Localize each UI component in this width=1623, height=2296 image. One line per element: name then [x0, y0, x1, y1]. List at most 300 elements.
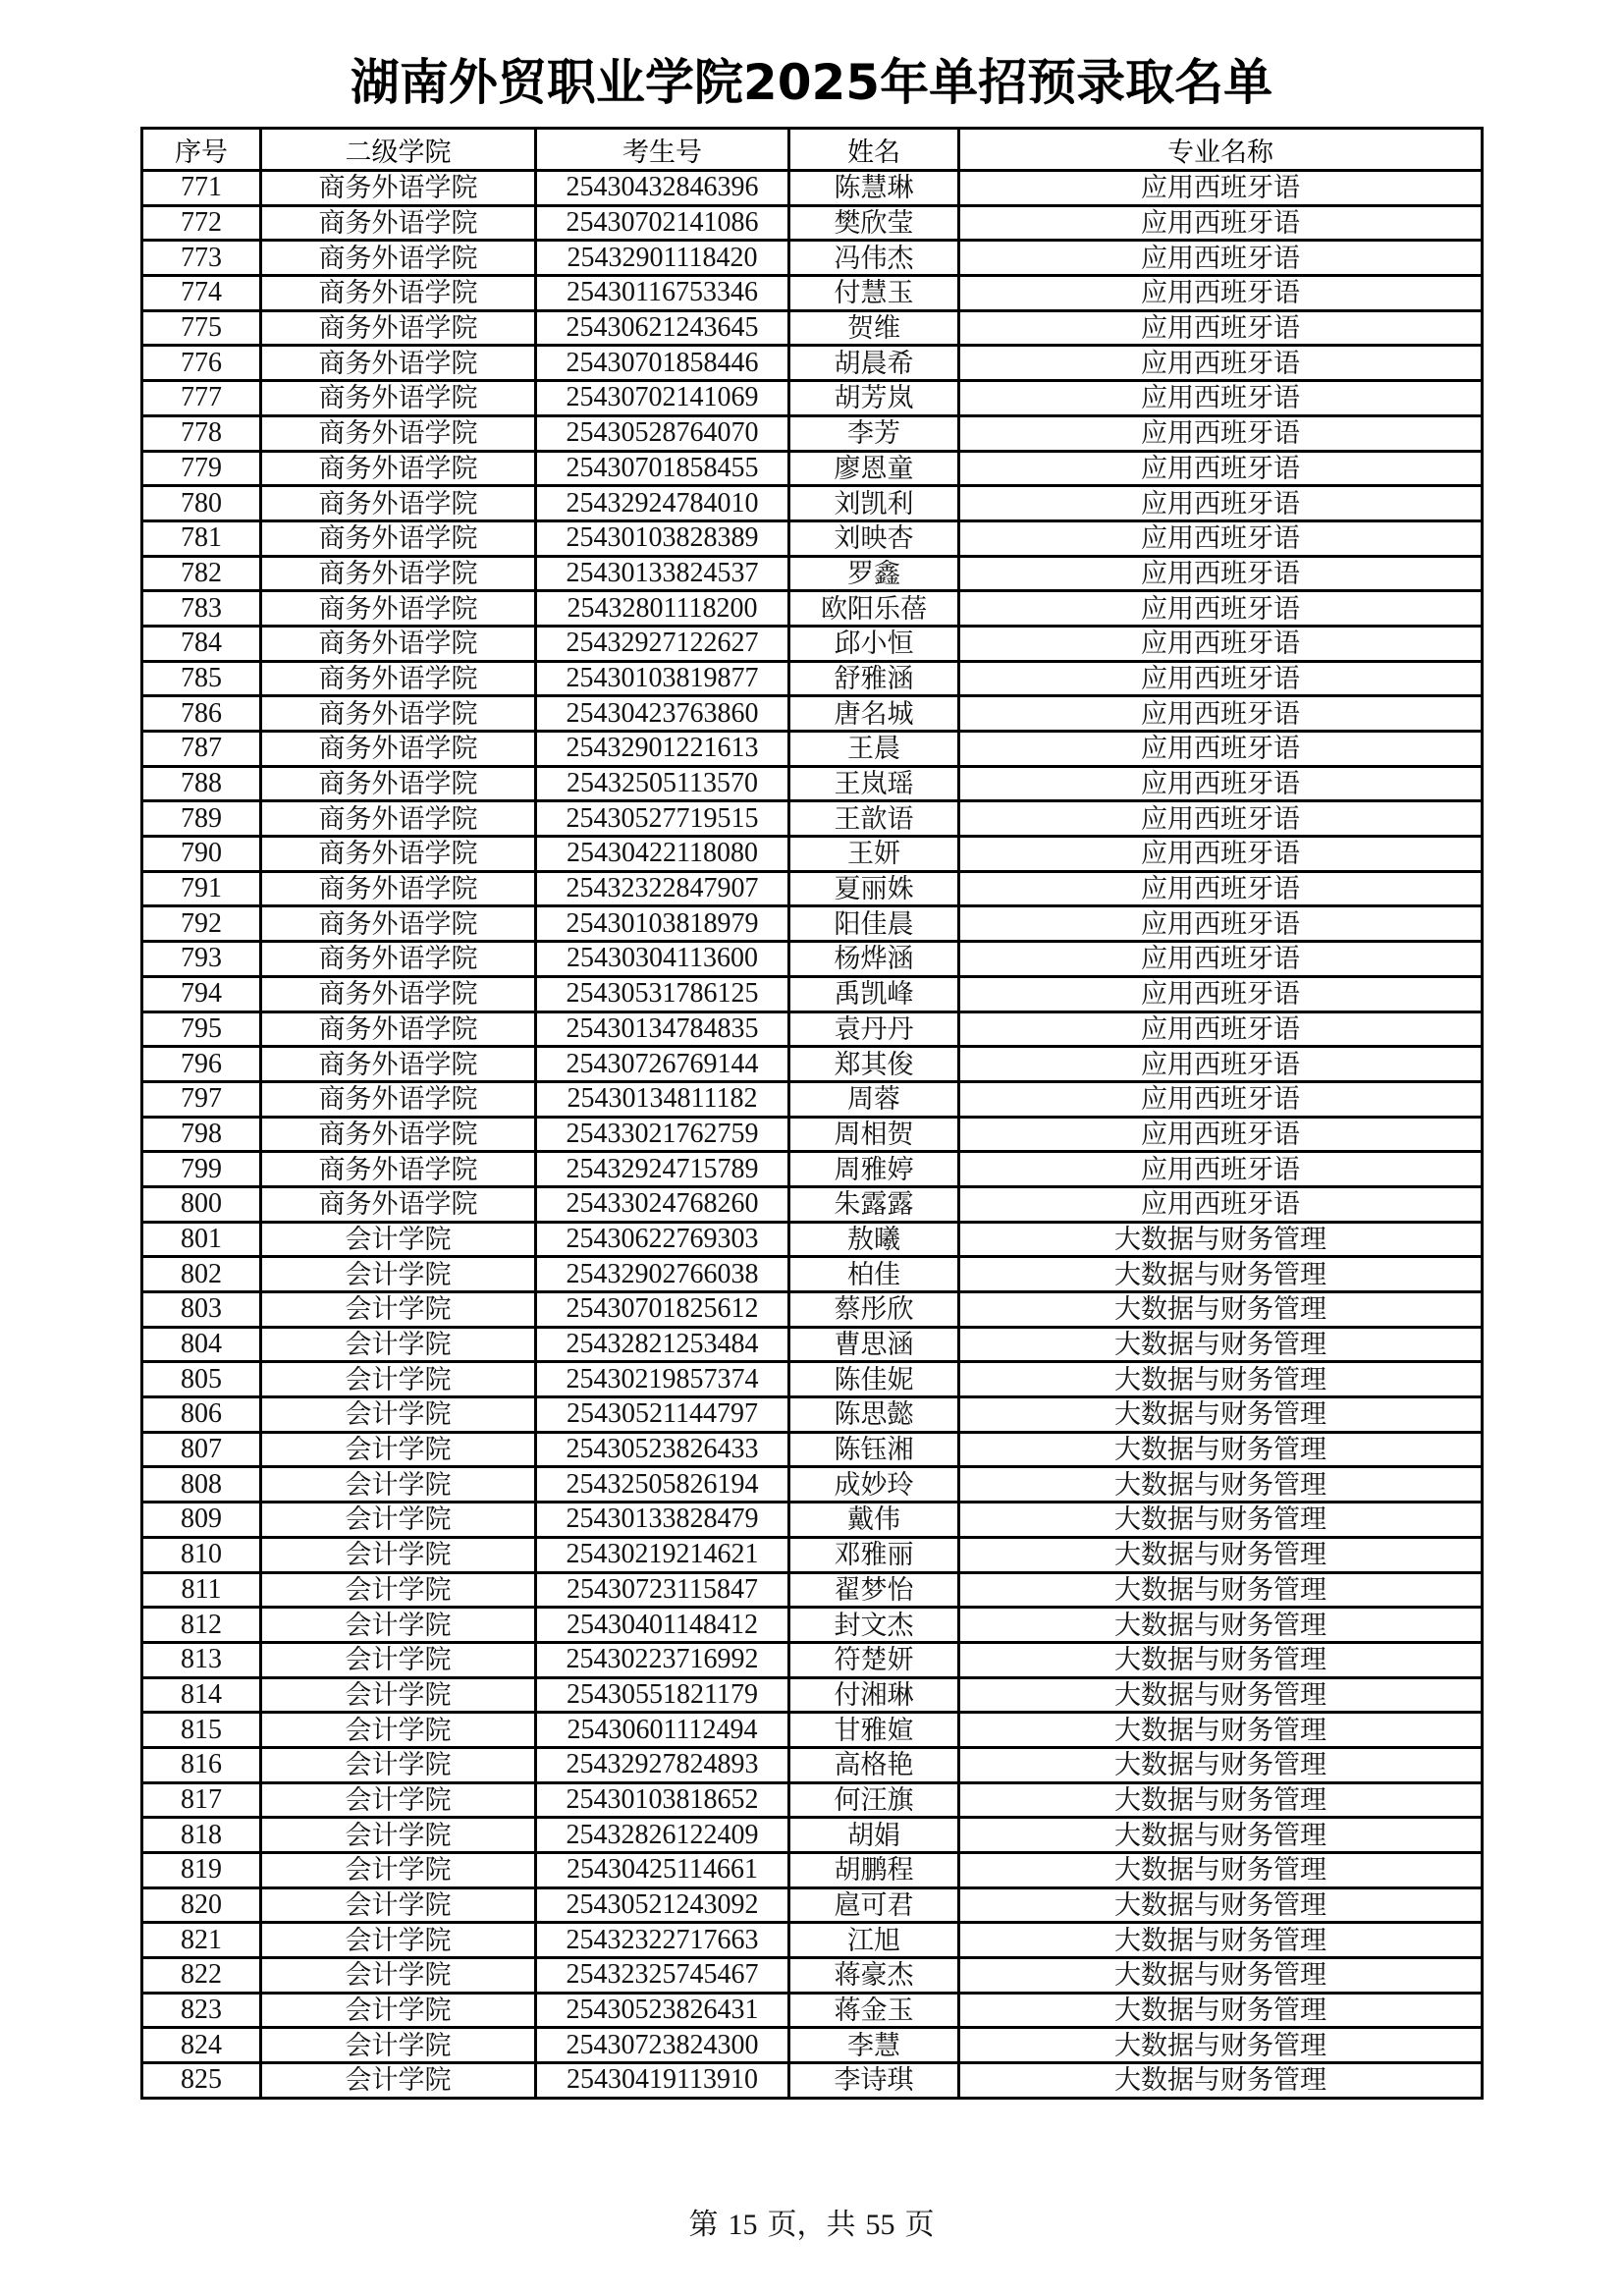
cell-major: 应用西班牙语: [959, 310, 1483, 346]
table-row: [142, 837, 1483, 872]
admission-table: [140, 127, 1484, 2100]
cell-exam-id: 25432924715789: [536, 1152, 789, 1187]
cell-college: 会计学院: [261, 1818, 536, 1853]
cell-major: 应用西班牙语: [959, 732, 1483, 767]
cell-college: 商务外语学院: [261, 205, 536, 241]
cell-major: 应用西班牙语: [959, 346, 1483, 381]
cell-serial: 825: [142, 2063, 261, 2099]
cell-serial: 819: [142, 1853, 261, 1888]
cell-major: 大数据与财务管理: [959, 1923, 1483, 1958]
cell-name: 贺维: [789, 310, 959, 346]
cell-exam-id: 25430521243092: [536, 1887, 789, 1923]
cell-name: 刘凯利: [789, 486, 959, 521]
cell-serial: 785: [142, 661, 261, 696]
cell-serial: 801: [142, 1222, 261, 1257]
cell-exam-id: 25430531786125: [536, 976, 789, 1011]
table-row: [142, 2063, 1483, 2099]
cell-major: 应用西班牙语: [959, 591, 1483, 627]
cell-college: 商务外语学院: [261, 1152, 536, 1187]
cell-college: 会计学院: [261, 1608, 536, 1643]
cell-serial: 803: [142, 1292, 261, 1328]
cell-college: 会计学院: [261, 1362, 536, 1397]
cell-serial: 796: [142, 1047, 261, 1082]
cell-major: 应用西班牙语: [959, 415, 1483, 451]
cell-name: 胡鹏程: [789, 1853, 959, 1888]
cell-major: 大数据与财务管理: [959, 2063, 1483, 2099]
cell-major: 大数据与财务管理: [959, 1993, 1483, 2028]
table-row: [142, 1257, 1483, 1292]
cell-major: 应用西班牙语: [959, 661, 1483, 696]
cell-college: 商务外语学院: [261, 766, 536, 801]
cell-name: 周雅婷: [789, 1152, 959, 1187]
cell-exam-id: 25430425114661: [536, 1853, 789, 1888]
cell-college: 会计学院: [261, 1782, 536, 1818]
cell-major: 应用西班牙语: [959, 906, 1483, 942]
cell-college: 商务外语学院: [261, 171, 536, 206]
cell-major: 大数据与财务管理: [959, 1818, 1483, 1853]
cell-major: 大数据与财务管理: [959, 1642, 1483, 1677]
cell-college: 商务外语学院: [261, 942, 536, 977]
cell-exam-id: 25432505826194: [536, 1467, 789, 1503]
cell-college: 会计学院: [261, 1713, 536, 1748]
cell-serial: 799: [142, 1152, 261, 1187]
cell-exam-id: 25430103828389: [536, 520, 789, 556]
cell-major: 应用西班牙语: [959, 520, 1483, 556]
cell-college: 会计学院: [261, 1257, 536, 1292]
cell-exam-id: 25430726769144: [536, 1047, 789, 1082]
cell-exam-id: 25432927824893: [536, 1747, 789, 1782]
cell-serial: 818: [142, 1818, 261, 1853]
cell-exam-id: 25430432846396: [536, 171, 789, 206]
cell-college: 会计学院: [261, 2063, 536, 2099]
header-exam-id: 考生号: [536, 129, 789, 171]
cell-major: 应用西班牙语: [959, 1186, 1483, 1222]
cell-exam-id: 25430521144797: [536, 1397, 789, 1433]
table-row: [142, 1467, 1483, 1503]
cell-exam-id: 25432924784010: [536, 486, 789, 521]
cell-exam-id: 25430523826433: [536, 1432, 789, 1467]
cell-serial: 795: [142, 1011, 261, 1047]
cell-college: 商务外语学院: [261, 1117, 536, 1152]
table-row: [142, 1958, 1483, 1994]
cell-serial: 780: [142, 486, 261, 521]
cell-major: 大数据与财务管理: [959, 1853, 1483, 1888]
cell-name: 封文杰: [789, 1608, 959, 1643]
cell-college: 会计学院: [261, 1467, 536, 1503]
cell-serial: 812: [142, 1608, 261, 1643]
table-row: [142, 1853, 1483, 1888]
cell-college: 会计学院: [261, 1923, 536, 1958]
cell-exam-id: 25430702141086: [536, 205, 789, 241]
cell-serial: 798: [142, 1117, 261, 1152]
cell-serial: 794: [142, 976, 261, 1011]
cell-serial: 784: [142, 626, 261, 661]
cell-name: 李诗琪: [789, 2063, 959, 2099]
cell-college: 商务外语学院: [261, 241, 536, 276]
table-row: [142, 1011, 1483, 1047]
cell-major: 大数据与财务管理: [959, 1257, 1483, 1292]
table-row: [142, 1887, 1483, 1923]
cell-name: 高格艳: [789, 1747, 959, 1782]
cell-college: 会计学院: [261, 1958, 536, 1994]
cell-major: 应用西班牙语: [959, 451, 1483, 486]
cell-exam-id: 25430103818652: [536, 1782, 789, 1818]
cell-serial: 781: [142, 520, 261, 556]
cell-major: 大数据与财务管理: [959, 1677, 1483, 1713]
cell-name: 郑其俊: [789, 1047, 959, 1082]
table-row: [142, 205, 1483, 241]
cell-exam-id: 25430701825612: [536, 1292, 789, 1328]
cell-name: 罗鑫: [789, 556, 959, 591]
cell-serial: 811: [142, 1572, 261, 1608]
cell-exam-id: 25430527719515: [536, 801, 789, 837]
cell-exam-id: 25430621243645: [536, 310, 789, 346]
cell-name: 江旭: [789, 1923, 959, 1958]
table-row: [142, 381, 1483, 416]
cell-major: 大数据与财务管理: [959, 1467, 1483, 1503]
table-row: [142, 276, 1483, 311]
cell-major: 应用西班牙语: [959, 556, 1483, 591]
table-row: [142, 661, 1483, 696]
cell-name: 戴伟: [789, 1503, 959, 1538]
cell-name: 付湘琳: [789, 1677, 959, 1713]
table-row: [142, 766, 1483, 801]
cell-name: 唐名城: [789, 696, 959, 732]
cell-serial: 776: [142, 346, 261, 381]
cell-major: 应用西班牙语: [959, 1011, 1483, 1047]
cell-name: 蔡彤欣: [789, 1292, 959, 1328]
table-row: [142, 556, 1483, 591]
table-row: [142, 1397, 1483, 1433]
cell-major: 大数据与财务管理: [959, 1432, 1483, 1467]
header-serial: 序号: [142, 129, 261, 171]
table-row: [142, 1432, 1483, 1467]
cell-name: 邱小恒: [789, 626, 959, 661]
table-row: [142, 520, 1483, 556]
cell-college: 商务外语学院: [261, 415, 536, 451]
cell-major: 应用西班牙语: [959, 1081, 1483, 1117]
cell-name: 王晨: [789, 732, 959, 767]
cell-name: 刘映杏: [789, 520, 959, 556]
cell-name: 甘雅媗: [789, 1713, 959, 1748]
cell-college: 会计学院: [261, 1887, 536, 1923]
cell-college: 会计学院: [261, 1222, 536, 1257]
table-row: [142, 171, 1483, 206]
cell-name: 曹思涵: [789, 1327, 959, 1362]
cell-exam-id: 25432505113570: [536, 766, 789, 801]
cell-major: 应用西班牙语: [959, 486, 1483, 521]
cell-major: 应用西班牙语: [959, 1117, 1483, 1152]
cell-serial: 817: [142, 1782, 261, 1818]
cell-exam-id: 25430223716992: [536, 1642, 789, 1677]
cell-exam-id: 25430103818979: [536, 906, 789, 942]
table-row: [142, 942, 1483, 977]
table-row: [142, 486, 1483, 521]
table-row: [142, 1292, 1483, 1328]
cell-major: 大数据与财务管理: [959, 1713, 1483, 1748]
table-row: [142, 976, 1483, 1011]
cell-exam-id: 25430622769303: [536, 1222, 789, 1257]
cell-name: 樊欣莹: [789, 205, 959, 241]
cell-major: 应用西班牙语: [959, 976, 1483, 1011]
cell-serial: 822: [142, 1958, 261, 1994]
cell-serial: 792: [142, 906, 261, 942]
cell-serial: 816: [142, 1747, 261, 1782]
cell-exam-id: 25430103819877: [536, 661, 789, 696]
cell-name: 廖恩童: [789, 451, 959, 486]
cell-exam-id: 25430116753346: [536, 276, 789, 311]
cell-major: 应用西班牙语: [959, 1047, 1483, 1082]
cell-name: 符楚妍: [789, 1642, 959, 1677]
cell-exam-id: 25430419113910: [536, 2063, 789, 2099]
cell-exam-id: 25432801118200: [536, 591, 789, 627]
cell-name: 舒雅涵: [789, 661, 959, 696]
cell-exam-id: 25432322717663: [536, 1923, 789, 1958]
cell-serial: 771: [142, 171, 261, 206]
cell-major: 应用西班牙语: [959, 171, 1483, 206]
cell-college: 会计学院: [261, 1853, 536, 1888]
cell-major: 大数据与财务管理: [959, 1292, 1483, 1328]
header-row: [142, 129, 1483, 171]
cell-major: 应用西班牙语: [959, 801, 1483, 837]
cell-name: 袁丹丹: [789, 1011, 959, 1047]
table-row: [142, 1608, 1483, 1643]
cell-serial: 786: [142, 696, 261, 732]
cell-serial: 790: [142, 837, 261, 872]
cell-exam-id: 25430723115847: [536, 1572, 789, 1608]
cell-serial: 774: [142, 276, 261, 311]
cell-major: 应用西班牙语: [959, 942, 1483, 977]
cell-serial: 802: [142, 1257, 261, 1292]
cell-exam-id: 25430219857374: [536, 1362, 789, 1397]
cell-serial: 778: [142, 415, 261, 451]
footer-suffix: 页: [904, 2209, 935, 2241]
cell-name: 朱露露: [789, 1186, 959, 1222]
cell-name: 夏丽姝: [789, 871, 959, 906]
cell-college: 会计学院: [261, 1677, 536, 1713]
cell-college: 会计学院: [261, 1642, 536, 1677]
cell-major: 应用西班牙语: [959, 871, 1483, 906]
cell-college: 会计学院: [261, 2028, 536, 2063]
table-header: [142, 129, 1483, 171]
cell-college: 商务外语学院: [261, 276, 536, 311]
table-row: [142, 1117, 1483, 1152]
table-row: [142, 2028, 1483, 2063]
cell-serial: 788: [142, 766, 261, 801]
table-row: [142, 1362, 1483, 1397]
cell-name: 何汪旗: [789, 1782, 959, 1818]
cell-name: 李芳: [789, 415, 959, 451]
cell-college: 商务外语学院: [261, 310, 536, 346]
table-row: [142, 1572, 1483, 1608]
table-row: [142, 1818, 1483, 1853]
cell-name: 胡芳岚: [789, 381, 959, 416]
cell-college: 商务外语学院: [261, 486, 536, 521]
cell-major: 大数据与财务管理: [959, 1608, 1483, 1643]
table-row: [142, 906, 1483, 942]
cell-major: 大数据与财务管理: [959, 1537, 1483, 1572]
cell-college: 会计学院: [261, 1292, 536, 1328]
cell-serial: 804: [142, 1327, 261, 1362]
table-row: [142, 1537, 1483, 1572]
cell-college: 商务外语学院: [261, 732, 536, 767]
cell-serial: 814: [142, 1677, 261, 1713]
footer-prefix: 第: [688, 2209, 719, 2241]
cell-name: 王歆语: [789, 801, 959, 837]
cell-name: 敖曦: [789, 1222, 959, 1257]
cell-serial: 808: [142, 1467, 261, 1503]
cell-college: 会计学院: [261, 1993, 536, 2028]
cell-name: 周相贺: [789, 1117, 959, 1152]
cell-serial: 797: [142, 1081, 261, 1117]
cell-major: 大数据与财务管理: [959, 1747, 1483, 1782]
table-row: [142, 1503, 1483, 1538]
cell-name: 陈佳妮: [789, 1362, 959, 1397]
cell-exam-id: 25430133828479: [536, 1503, 789, 1538]
cell-major: 应用西班牙语: [959, 381, 1483, 416]
cell-name: 柏佳: [789, 1257, 959, 1292]
table-row: [142, 1152, 1483, 1187]
cell-name: 成妙玲: [789, 1467, 959, 1503]
cell-name: 欧阳乐蓓: [789, 591, 959, 627]
cell-exam-id: 25432821253484: [536, 1327, 789, 1362]
cell-exam-id: 25432826122409: [536, 1818, 789, 1853]
cell-exam-id: 25432325745467: [536, 1958, 789, 1994]
table-row: [142, 1642, 1483, 1677]
table-row: [142, 591, 1483, 627]
cell-exam-id: 25430134784835: [536, 1011, 789, 1047]
cell-name: 胡娟: [789, 1818, 959, 1853]
cell-name: 周蓉: [789, 1081, 959, 1117]
cell-name: 阳佳晨: [789, 906, 959, 942]
cell-exam-id: 25430219214621: [536, 1537, 789, 1572]
cell-name: 蒋金玉: [789, 1993, 959, 2028]
cell-serial: 773: [142, 241, 261, 276]
cell-college: 会计学院: [261, 1572, 536, 1608]
cell-college: 商务外语学院: [261, 591, 536, 627]
cell-major: 应用西班牙语: [959, 837, 1483, 872]
cell-major: 大数据与财务管理: [959, 1782, 1483, 1818]
cell-major: 大数据与财务管理: [959, 1222, 1483, 1257]
cell-college: 商务外语学院: [261, 837, 536, 872]
cell-serial: 782: [142, 556, 261, 591]
cell-college: 会计学院: [261, 1397, 536, 1433]
cell-college: 商务外语学院: [261, 871, 536, 906]
cell-college: 商务外语学院: [261, 556, 536, 591]
cell-name: 胡晨希: [789, 346, 959, 381]
cell-college: 商务外语学院: [261, 626, 536, 661]
cell-college: 商务外语学院: [261, 520, 536, 556]
header-college: 二级学院: [261, 129, 536, 171]
table-row: [142, 1222, 1483, 1257]
cell-exam-id: 25430523826431: [536, 1993, 789, 2028]
table-row: [142, 696, 1483, 732]
header-name: 姓名: [789, 129, 959, 171]
cell-college: 商务外语学院: [261, 696, 536, 732]
cell-exam-id: 25430423763860: [536, 696, 789, 732]
cell-name: 蒋豪杰: [789, 1958, 959, 1994]
table-row: [142, 1782, 1483, 1818]
cell-exam-id: 25430133824537: [536, 556, 789, 591]
table-row: [142, 871, 1483, 906]
table-row: [142, 1993, 1483, 2028]
table-row: [142, 415, 1483, 451]
cell-serial: 810: [142, 1537, 261, 1572]
table-row: [142, 801, 1483, 837]
cell-exam-id: 25432901118420: [536, 241, 789, 276]
cell-name: 冯伟杰: [789, 241, 959, 276]
cell-exam-id: 25430134811182: [536, 1081, 789, 1117]
cell-serial: 791: [142, 871, 261, 906]
cell-major: 应用西班牙语: [959, 205, 1483, 241]
cell-major: 大数据与财务管理: [959, 1958, 1483, 1994]
cell-college: 商务外语学院: [261, 976, 536, 1011]
cell-name: 陈钰湘: [789, 1432, 959, 1467]
cell-exam-id: 25432902766038: [536, 1257, 789, 1292]
cell-major: 应用西班牙语: [959, 241, 1483, 276]
table-row: [142, 626, 1483, 661]
cell-major: 大数据与财务管理: [959, 1327, 1483, 1362]
cell-serial: 809: [142, 1503, 261, 1538]
cell-major: 大数据与财务管理: [959, 1887, 1483, 1923]
cell-serial: 779: [142, 451, 261, 486]
cell-exam-id: 25430304113600: [536, 942, 789, 977]
cell-serial: 807: [142, 1432, 261, 1467]
table-row: [142, 1923, 1483, 1958]
cell-exam-id: 25433021762759: [536, 1117, 789, 1152]
cell-college: 会计学院: [261, 1537, 536, 1572]
cell-exam-id: 25432901221613: [536, 732, 789, 767]
cell-major: 应用西班牙语: [959, 1152, 1483, 1187]
cell-major: 大数据与财务管理: [959, 1362, 1483, 1397]
cell-college: 商务外语学院: [261, 661, 536, 696]
cell-college: 会计学院: [261, 1747, 536, 1782]
table-row: [142, 1081, 1483, 1117]
cell-major: 大数据与财务管理: [959, 1503, 1483, 1538]
cell-serial: 775: [142, 310, 261, 346]
cell-serial: 823: [142, 1993, 261, 2028]
cell-name: 王岚瑶: [789, 766, 959, 801]
cell-college: 商务外语学院: [261, 1186, 536, 1222]
cell-name: 王妍: [789, 837, 959, 872]
cell-college: 会计学院: [261, 1327, 536, 1362]
table-row: [142, 1327, 1483, 1362]
document-title: 湖南外贸职业学院2025年单招预录取名单: [350, 54, 1273, 111]
cell-major: 应用西班牙语: [959, 626, 1483, 661]
cell-name: 扈可君: [789, 1887, 959, 1923]
cell-name: 翟梦怡: [789, 1572, 959, 1608]
cell-serial: 820: [142, 1887, 261, 1923]
cell-college: 商务外语学院: [261, 1047, 536, 1082]
table-row: [142, 241, 1483, 276]
header-major: 专业名称: [959, 129, 1483, 171]
cell-major: 应用西班牙语: [959, 696, 1483, 732]
cell-serial: 783: [142, 591, 261, 627]
table-row: [142, 732, 1483, 767]
cell-exam-id: 25430701858446: [536, 346, 789, 381]
table-body: [142, 171, 1483, 2099]
cell-serial: 824: [142, 2028, 261, 2063]
cell-major: 应用西班牙语: [959, 766, 1483, 801]
cell-exam-id: 25433024768260: [536, 1186, 789, 1222]
cell-exam-id: 25430551821179: [536, 1677, 789, 1713]
cell-major: 大数据与财务管理: [959, 1572, 1483, 1608]
cell-name: 邓雅丽: [789, 1537, 959, 1572]
page-footer: [0, 2200, 1623, 2243]
cell-college: 商务外语学院: [261, 1011, 536, 1047]
cell-name: 禹凯峰: [789, 976, 959, 1011]
cell-exam-id: 25430528764070: [536, 415, 789, 451]
